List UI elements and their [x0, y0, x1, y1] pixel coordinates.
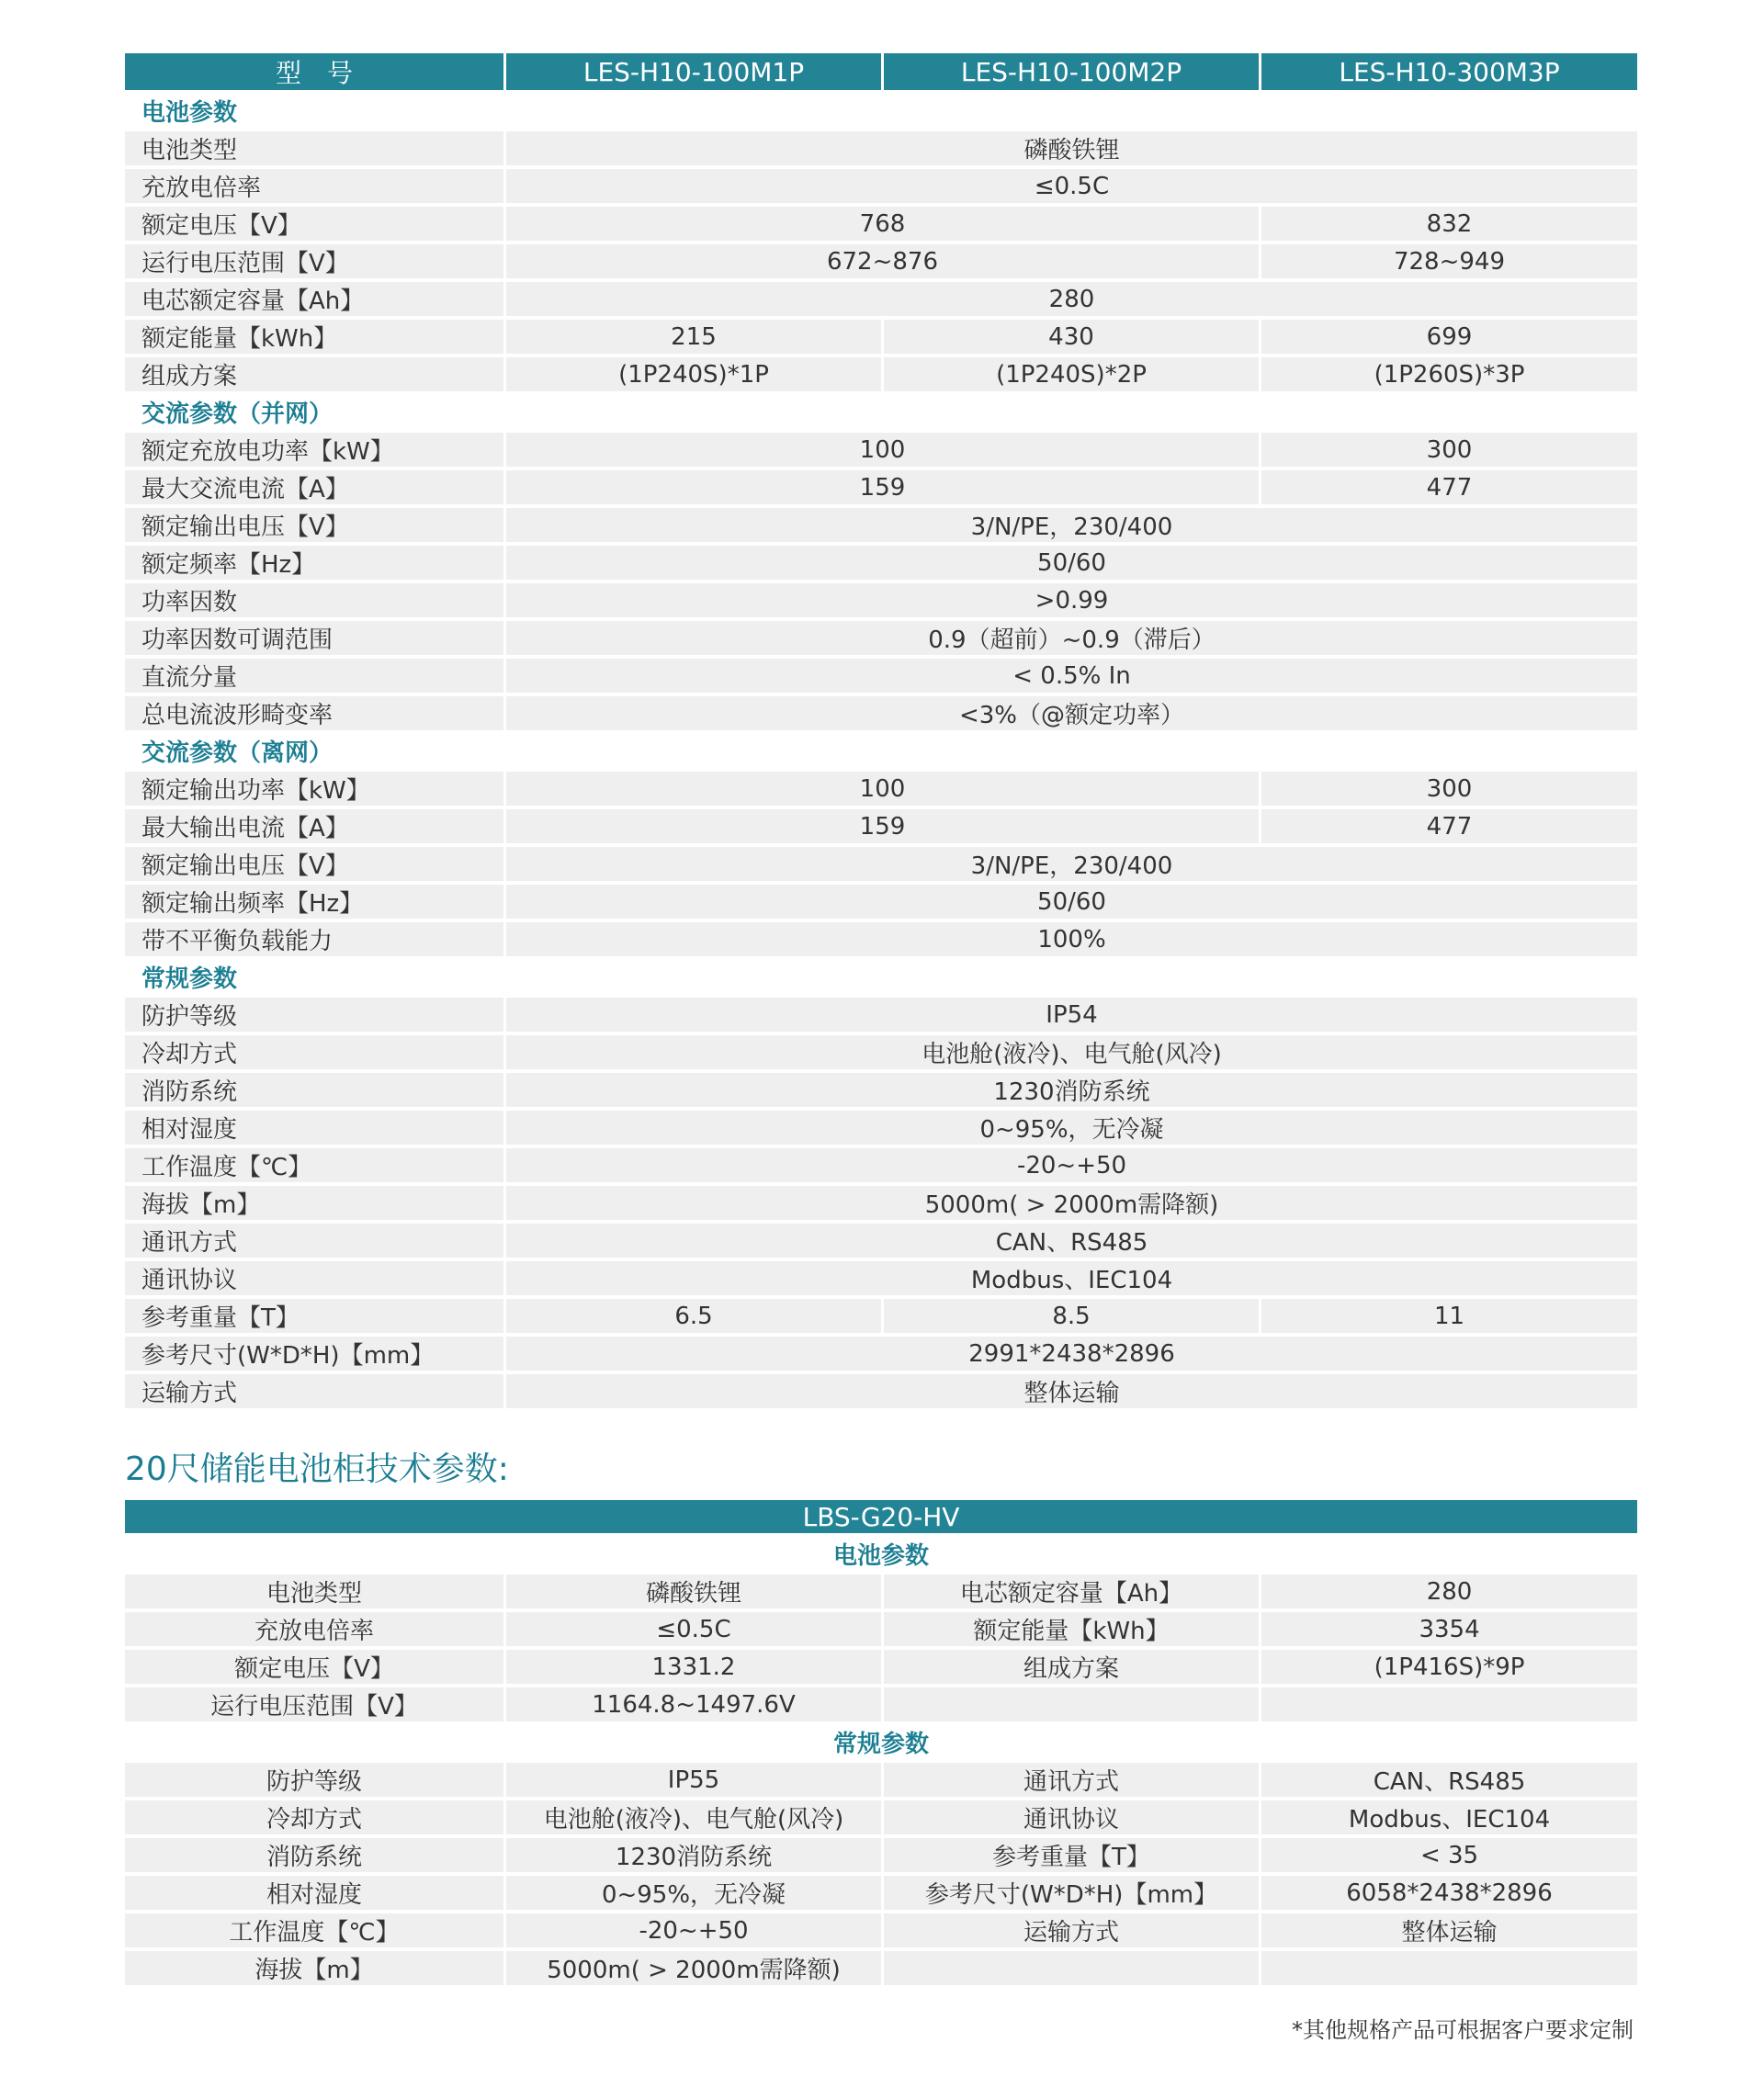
param-value: 672~876 — [503, 244, 1259, 282]
param-label: 冷却方式 — [125, 1035, 503, 1073]
table-row — [125, 1687, 1637, 1725]
table-header-row — [125, 53, 1637, 94]
param-label: 参考重量【T】 — [125, 1299, 503, 1337]
table-row — [125, 357, 1637, 395]
table-row — [125, 131, 1637, 169]
param-value: 1331.2 — [503, 1650, 881, 1687]
header-model-name: LBS-G20-HV — [125, 1500, 1637, 1537]
param-label: 组成方案 — [125, 357, 503, 395]
table-row — [125, 1612, 1637, 1650]
param-label: 通讯方式 — [881, 1763, 1259, 1800]
param-label: 额定输出电压【V】 — [125, 508, 503, 546]
param-value: -20~+50 — [503, 1148, 1637, 1186]
section-heading-row — [125, 395, 1637, 433]
param-value: (1P240S)*2P — [881, 357, 1259, 395]
param-label: 额定输出频率【Hz】 — [125, 885, 503, 922]
param-label: 消防系统 — [125, 1838, 503, 1876]
param-label: 防护等级 — [125, 1763, 503, 1800]
param-value: 磷酸铁锂 — [503, 1574, 881, 1612]
table-row — [125, 659, 1637, 696]
param-label: 电芯额定容量【Ah】 — [881, 1574, 1259, 1612]
header-model-name: LES-H10-300M3P — [1259, 53, 1637, 94]
param-label: 额定输出功率【kW】 — [125, 772, 503, 809]
param-label: 组成方案 — [881, 1650, 1259, 1687]
param-value: 159 — [503, 470, 1259, 508]
table-row — [125, 1148, 1637, 1186]
param-label: 运行电压范围【V】 — [125, 244, 503, 282]
section-title-20ft-battery-cabinet: 20尺储能电池柜技术参数: — [125, 1450, 509, 1488]
param-value: 280 — [1259, 1574, 1637, 1612]
header-model-name: LES-H10-100M1P — [503, 53, 881, 94]
table-row — [125, 546, 1637, 583]
param-label: 冷却方式 — [125, 1800, 503, 1838]
table-row — [125, 922, 1637, 960]
param-label: 参考重量【T】 — [881, 1838, 1259, 1876]
param-label: 海拔【m】 — [125, 1951, 503, 1989]
param-value: -20~+50 — [503, 1913, 881, 1951]
param-value: 11 — [1259, 1299, 1637, 1337]
table-row — [125, 508, 1637, 546]
param-value: 3/N/PE，230/400 — [503, 508, 1637, 546]
param-label: 额定能量【kWh】 — [881, 1612, 1259, 1650]
param-label: 带不平衡负载能力 — [125, 922, 503, 960]
param-value: 电池舱(液冷)、电气舱(风冷) — [503, 1800, 881, 1838]
table-row — [125, 583, 1637, 621]
param-label: 消防系统 — [125, 1073, 503, 1111]
table-row — [125, 320, 1637, 357]
param-value: 0~95%，无冷凝 — [503, 1111, 1637, 1148]
param-value: 1230消防系统 — [503, 1073, 1637, 1111]
param-value: Modbus、IEC104 — [1259, 1800, 1637, 1838]
table-row — [125, 1299, 1637, 1337]
table-row — [125, 1337, 1637, 1374]
param-label: 电池类型 — [125, 1574, 503, 1612]
table-row — [125, 1186, 1637, 1224]
param-label: 电池类型 — [125, 131, 503, 169]
table-row — [125, 772, 1637, 809]
param-value: 477 — [1259, 470, 1637, 508]
table-row — [125, 1374, 1637, 1412]
table-row — [125, 621, 1637, 659]
table-row — [125, 847, 1637, 885]
table-row — [125, 809, 1637, 847]
section-heading: 常规参数 — [125, 960, 1637, 998]
table-row — [125, 244, 1637, 282]
param-value: 1164.8~1497.6V — [503, 1687, 881, 1725]
param-value: (1P240S)*1P — [503, 357, 881, 395]
param-value: 280 — [503, 282, 1637, 320]
header-model-label: 型 号 — [125, 53, 503, 94]
table-row — [125, 1876, 1637, 1913]
table-row — [125, 1073, 1637, 1111]
param-value: 整体运输 — [503, 1374, 1637, 1412]
param-label: 参考尺寸(W*D*H)【mm】 — [125, 1337, 503, 1374]
param-value: 100% — [503, 922, 1637, 960]
param-value: 磷酸铁锂 — [503, 131, 1637, 169]
table-row — [125, 433, 1637, 470]
param-value: 2991*2438*2896 — [503, 1337, 1637, 1374]
param-label: 参考尺寸(W*D*H)【mm】 — [881, 1876, 1259, 1913]
param-value: IP55 — [503, 1763, 881, 1800]
table-row — [125, 207, 1637, 244]
section-heading-row — [125, 1725, 1637, 1763]
param-value: 215 — [503, 320, 881, 357]
param-value: 728~949 — [1259, 244, 1637, 282]
section-heading: 交流参数（并网） — [125, 395, 1637, 433]
param-value: (1P416S)*9P — [1259, 1650, 1637, 1687]
table-header-row — [125, 1500, 1637, 1537]
table-row — [125, 1224, 1637, 1261]
param-label: 相对湿度 — [125, 1111, 503, 1148]
param-label: 通讯协议 — [881, 1800, 1259, 1838]
table-row — [125, 1111, 1637, 1148]
param-label: 充放电倍率 — [125, 169, 503, 207]
section-heading: 电池参数 — [125, 94, 1637, 131]
param-label: 额定充放电功率【kW】 — [125, 433, 503, 470]
param-value: 电池舱(液冷)、电气舱(风冷) — [503, 1035, 1637, 1073]
table-row — [125, 1763, 1637, 1800]
param-label: 功率因数可调范围 — [125, 621, 503, 659]
param-value — [1259, 1951, 1637, 1989]
param-value: 整体运输 — [1259, 1913, 1637, 1951]
param-label: 充放电倍率 — [125, 1612, 503, 1650]
param-label: 额定电压【V】 — [125, 1650, 503, 1687]
table-row — [125, 696, 1637, 734]
param-label: 工作温度【℃】 — [125, 1148, 503, 1186]
param-label: 额定频率【Hz】 — [125, 546, 503, 583]
table-row — [125, 282, 1637, 320]
param-value: 430 — [881, 320, 1259, 357]
spec-table-lbs-g20 — [125, 1500, 1637, 1989]
table-row — [125, 1838, 1637, 1876]
param-value: 300 — [1259, 772, 1637, 809]
param-label: 相对湿度 — [125, 1876, 503, 1913]
param-value: ≤0.5C — [503, 1612, 881, 1650]
param-value: 8.5 — [881, 1299, 1259, 1337]
section-heading-row — [125, 960, 1637, 998]
table-row — [125, 470, 1637, 508]
param-value: 5000m( > 2000m需降额) — [503, 1951, 881, 1989]
param-value: 3354 — [1259, 1612, 1637, 1650]
param-value: 50/60 — [503, 885, 1637, 922]
param-label: 防护等级 — [125, 998, 503, 1035]
table-row — [125, 169, 1637, 207]
param-label: 功率因数 — [125, 583, 503, 621]
param-label: 额定电压【V】 — [125, 207, 503, 244]
section-heading-row — [125, 734, 1637, 772]
param-value: 3/N/PE，230/400 — [503, 847, 1637, 885]
table-row — [125, 1035, 1637, 1073]
spec-table-body — [125, 53, 1637, 1412]
table-row — [125, 885, 1637, 922]
param-label: 总电流波形畸变率 — [125, 696, 503, 734]
param-value: 768 — [503, 207, 1259, 244]
section-heading: 常规参数 — [125, 1725, 1637, 1763]
param-value: >0.99 — [503, 583, 1637, 621]
param-label: 最大输出电流【A】 — [125, 809, 503, 847]
param-value: 699 — [1259, 320, 1637, 357]
param-label: 海拔【m】 — [125, 1186, 503, 1224]
footnote: *其他规格产品可根据客户要求定制 — [1292, 2017, 1634, 2043]
param-value: 5000m( > 2000m需降额) — [503, 1186, 1637, 1224]
spec-table-body — [125, 1500, 1637, 1989]
table-row — [125, 1800, 1637, 1838]
param-label: 最大交流电流【A】 — [125, 470, 503, 508]
table-row — [125, 1261, 1637, 1299]
param-label: 运输方式 — [881, 1913, 1259, 1951]
param-value: <3%（@额定功率） — [503, 696, 1637, 734]
param-value — [1259, 1687, 1637, 1725]
param-value: ≤0.5C — [503, 169, 1637, 207]
param-value: 100 — [503, 772, 1259, 809]
table-row — [125, 1650, 1637, 1687]
param-value: CAN、RS485 — [503, 1224, 1637, 1261]
param-value: < 35 — [1259, 1838, 1637, 1876]
table-row — [125, 1574, 1637, 1612]
param-value: 832 — [1259, 207, 1637, 244]
param-label: 通讯协议 — [125, 1261, 503, 1299]
param-value: Modbus、IEC104 — [503, 1261, 1637, 1299]
section-heading: 电池参数 — [125, 1537, 1637, 1574]
param-value: 477 — [1259, 809, 1637, 847]
table-row — [125, 1913, 1637, 1951]
param-value: 1230消防系统 — [503, 1838, 881, 1876]
spec-table-les-h10 — [125, 53, 1637, 1412]
param-label — [881, 1687, 1259, 1725]
param-label: 额定能量【kWh】 — [125, 320, 503, 357]
param-label — [881, 1951, 1259, 1989]
param-value: CAN、RS485 — [1259, 1763, 1637, 1800]
param-label: 通讯方式 — [125, 1224, 503, 1261]
param-value: 0.9（超前）~0.9（滞后） — [503, 621, 1637, 659]
table-row — [125, 998, 1637, 1035]
param-value: 100 — [503, 433, 1259, 470]
param-label: 运输方式 — [125, 1374, 503, 1412]
param-value: 50/60 — [503, 546, 1637, 583]
section-heading: 交流参数（离网） — [125, 734, 1637, 772]
header-model-name: LES-H10-100M2P — [881, 53, 1259, 94]
param-label: 运行电压范围【V】 — [125, 1687, 503, 1725]
param-value: < 0.5% In — [503, 659, 1637, 696]
param-value: (1P260S)*3P — [1259, 357, 1637, 395]
section-heading-row — [125, 94, 1637, 131]
param-value: IP54 — [503, 998, 1637, 1035]
param-value: 0~95%，无冷凝 — [503, 1876, 881, 1913]
param-label: 额定输出电压【V】 — [125, 847, 503, 885]
param-label: 工作温度【℃】 — [125, 1913, 503, 1951]
param-value: 159 — [503, 809, 1259, 847]
param-value: 6.5 — [503, 1299, 881, 1337]
section-heading-row — [125, 1537, 1637, 1574]
param-label: 直流分量 — [125, 659, 503, 696]
param-value: 6058*2438*2896 — [1259, 1876, 1637, 1913]
table-row — [125, 1951, 1637, 1989]
param-label: 电芯额定容量【Ah】 — [125, 282, 503, 320]
param-value: 300 — [1259, 433, 1637, 470]
